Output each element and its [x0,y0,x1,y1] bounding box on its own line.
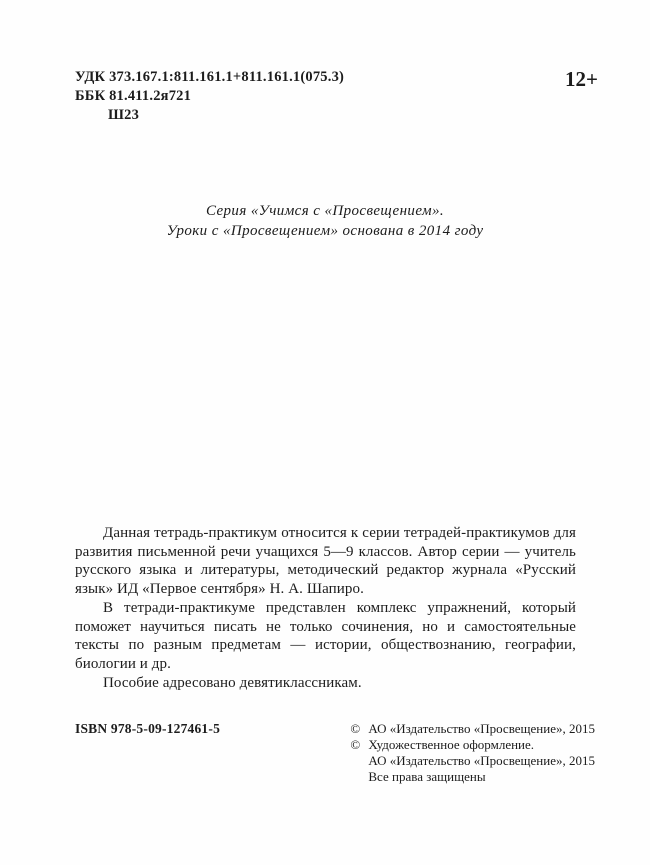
copyright-line [350,737,595,753]
udk-line: УДК 373.167.1:811.161.1+811.161.1(075.3) [75,69,345,85]
author-sign-line: Ш23 [108,107,140,123]
isbn: ISBN 978-5-09-127461-5 [75,721,221,736]
copyright-text: Художественное оформление. [368,737,535,752]
age-rating-badge: 12+ [565,67,598,91]
series-line-2: Уроки с «Просвещением» основана в 2014 году [166,223,484,239]
copyright-text: АО «Издательство «Просвещение», 2015 [368,721,595,736]
series-line-1: Серия «Учимся с «Просвещением». [205,203,445,219]
copyright-symbol [350,753,368,769]
annotation-paragraph-1: Данная тетрадь-практикум относится к серии тетрадей-практикумов для развития письменной речи учащихся 5—9 классов. Автор серии — учитель русского языка и литературы, методический редактор журнала «Русский язык» ИД «Первое сентября» Н. А. Шапиро. [75,525,576,598]
copyright-symbol: © [350,721,361,736]
classification-codes [75,68,344,125]
copyright-text: АО «Издательство «Просвещение», 2015 [368,753,595,768]
header-block [75,68,598,125]
copyright-symbol [350,769,368,785]
annotation-block [75,524,576,692]
series-note [0,201,650,241]
copyright-text: Все права защищены [368,769,486,784]
bbk-line: ББК 81.411.2я721 [75,88,192,104]
copyright-line [350,721,595,737]
copyright-line [350,753,595,769]
annotation-paragraph-3: Пособие адресовано девятиклассникам. [103,674,362,691]
copyright-line [350,769,595,785]
annotation-paragraph-2: В тетради-практикуме представлен комплекс упражнений, который поможет научиться писать не только сочинения, но и самостоятельные тексты по разным предметам — истории, обществознанию, географии, биологии и др. [75,599,576,672]
footer-block [75,721,595,785]
copyright-block [350,721,595,785]
copyright-symbol: © [350,737,361,752]
